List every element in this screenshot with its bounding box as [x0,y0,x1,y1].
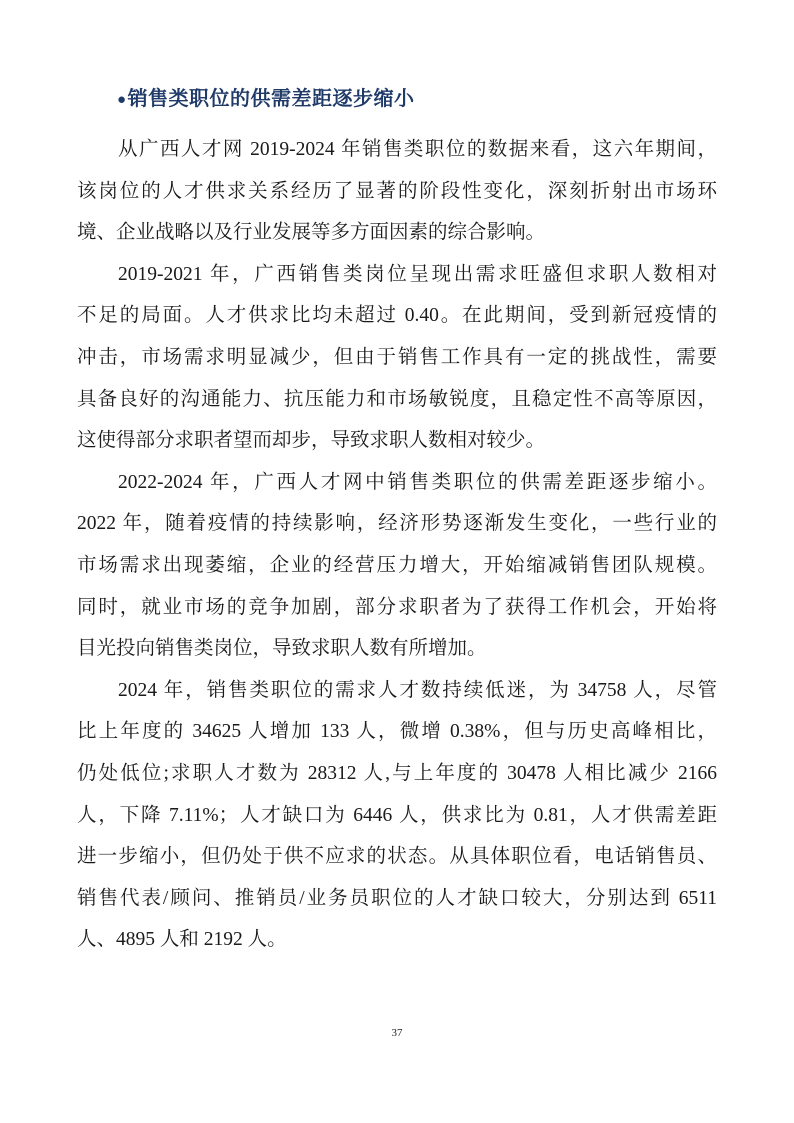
paragraph-3-line: 2022-2024 年，广西人才网中销售类职位的供需差距逐步缩小。 [118,471,717,493]
body-text [77,129,717,961]
paragraph-2-line: 不足的局面。人才供求比均未超过 0.40。在此期间，受到新冠疫情的 [77,305,717,327]
paragraph-3-line: 市场需求出现萎缩，企业的经营压力增大，开始缩减销售团队规模。 [77,554,717,576]
paragraph-4-line: 进一步缩小，但仍处于供不应求的状态。从具体职位看，电话销售员、 [77,846,717,868]
paragraph-3-line: 同时，就业市场的竞争加剧，部分求职者为了获得工作机会，开始将 [77,596,717,618]
paragraph-4-line: 比上年度的 34625 人增加 133 人，微增 0.38%，但与历史高峰相比， [77,721,717,743]
paragraph-1-line: 从广西人才网 2019-2024 年销售类职位的数据来看，这六年期间， [118,139,717,160]
paragraph-3-line: 2022 年，随着疫情的持续影响，经济形势逐渐发生变化，一些行业的 [77,513,717,535]
paragraph-4-line: 仍处低位;求职人才数为 28312 人,与上年度的 30478 人相比减少 2166 [77,762,717,784]
paragraph-2-line: 2019-2021 年，广西销售类岗位呈现出需求旺盛但求职人数相对 [118,263,717,285]
section-heading-text: 销售类职位的供需差距逐步缩小 [127,88,415,110]
paragraph-4-line: 2024 年，销售类职位的需求人才数持续低迷，为 34758 人，尽管 [118,679,717,701]
bullet-icon: ● [117,92,127,108]
paragraph-3-line: 目光投向销售类岗位，导致求职人数有所增加。 [77,638,487,660]
paragraph-1-line: 境、企业战略以及行业发展等多方面因素的综合影响。 [77,222,546,244]
paragraph-2-line: 这使得部分求职者望而却步，导致求职人数相对较少。 [77,430,546,452]
page-number: 37 [391,1027,403,1039]
paragraph-4-line: 人，下降 7.11%；人才缺口为 6446 人，供求比为 0.81，人才供需差距 [77,804,717,826]
paragraph-2-line: 具备良好的沟通能力、抗压能力和市场敏锐度，且稳定性不高等原因， [77,388,717,410]
paragraph-1-line: 该岗位的人才供求关系经历了显著的阶段性变化，深刻折射出市场环 [77,180,717,202]
paragraph-4-line: 人、4895 人和 2192 人。 [77,929,287,951]
paragraph-4-line: 销售代表/顾问、推销员/业务员职位的人才缺口较大，分别达到 6511 [77,887,717,909]
section-heading [117,84,415,114]
paragraph-2-line: 冲击，市场需求明显减少，但由于销售工作具有一定的挑战性，需要 [77,346,717,368]
